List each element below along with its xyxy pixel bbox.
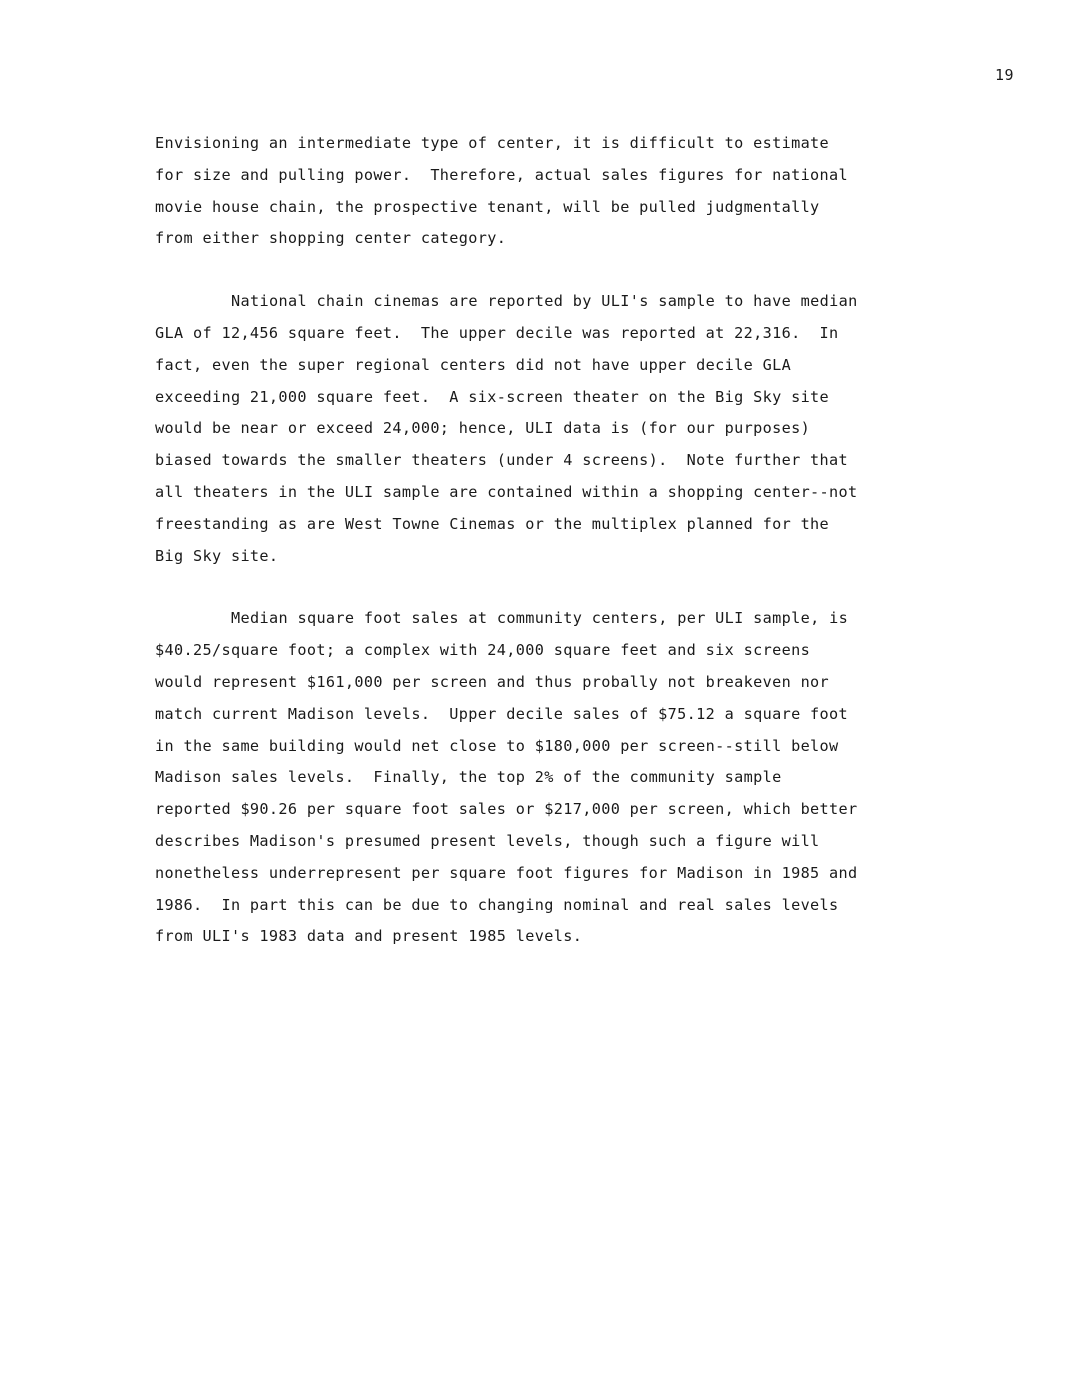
text-line: biased towards the smaller theaters (under 4 screens). Note further that bbox=[155, 451, 849, 470]
text-line: match current Madison levels. Upper decile sales of $75.12 a square foot bbox=[155, 704, 849, 723]
text-line: GLA of 12,456 square feet. The upper decile was reported at 22,316. In bbox=[155, 323, 839, 342]
text-line: 1986. In part this can be due to changing nominal and real sales levels bbox=[155, 895, 839, 914]
page-number: 19 bbox=[994, 66, 1014, 84]
text-line: would represent $161,000 per screen and thus probally not breakeven nor bbox=[155, 672, 830, 691]
text-line: from either shopping center category. bbox=[155, 229, 507, 248]
text-line: Madison sales levels. Finally, the top 2% of the community sample bbox=[155, 768, 782, 787]
body-text bbox=[155, 128, 985, 984]
text-line: fact, even the super regional centers did not have upper decile GLA bbox=[155, 355, 792, 374]
text-line: freestanding as are West Towne Cinemas or the multiplex planned for the bbox=[155, 514, 830, 533]
text-line: exceeding 21,000 square feet. A six-screen theater on the Big Sky site bbox=[155, 387, 830, 406]
paragraph-3 bbox=[155, 603, 985, 953]
text-line: $40.25/square foot; a complex with 24,000 square feet and six screens bbox=[155, 641, 811, 660]
text-line: Big Sky site. bbox=[155, 546, 279, 565]
text-line: would be near or exceed 24,000; hence, ULI data is (for our purposes) bbox=[155, 419, 811, 438]
text-line: all theaters in the ULI sample are contained within a shopping center--not bbox=[155, 482, 858, 501]
text-line: movie house chain, the prospective tenant, will be pulled judgmentally bbox=[155, 197, 820, 216]
paragraph-2 bbox=[155, 286, 985, 572]
text-line: describes Madison's presumed present levels, though such a figure will bbox=[155, 831, 820, 850]
text-line: in the same building would net close to $180,000 per screen--still below bbox=[155, 736, 839, 755]
paragraph-1 bbox=[155, 128, 985, 255]
text-line: for size and pulling power. Therefore, actual sales figures for national bbox=[155, 165, 849, 184]
text-line: nonetheless underrepresent per square foot figures for Madison in 1985 and bbox=[155, 863, 858, 882]
text-line: reported $90.26 per square foot sales or $217,000 per screen, which better bbox=[155, 800, 858, 819]
text-line: National chain cinemas are reported by ULI's sample to have median bbox=[231, 292, 858, 311]
text-line: Envisioning an intermediate type of center, it is difficult to estimate bbox=[155, 134, 830, 152]
text-line: from ULI's 1983 data and present 1985 levels. bbox=[155, 927, 583, 946]
text-line: Median square foot sales at community centers, per ULI sample, is bbox=[231, 609, 849, 628]
